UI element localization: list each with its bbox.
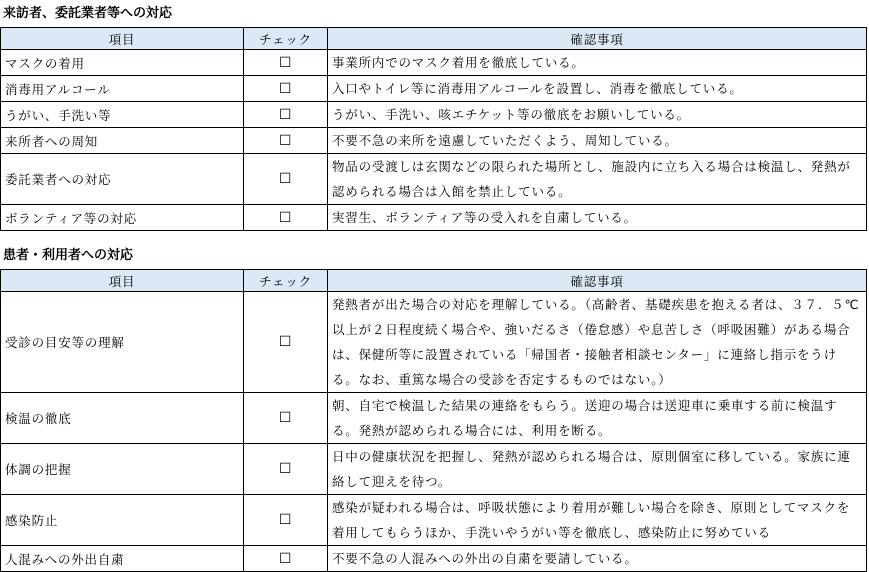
- section-title-patients: 患者・利用者への対応: [3, 248, 134, 263]
- row-checkbox[interactable]: ☐: [244, 128, 328, 154]
- row-checkbox[interactable]: ☐: [244, 292, 328, 393]
- table-row: [1, 495, 867, 546]
- row-description: うがい、手洗い、咳エチケット等の徹底をお願いしている。: [328, 102, 867, 128]
- row-description: 実習生、ボランティア等の受入れを自粛している。: [328, 205, 867, 231]
- row-item-label: 受診の目安等の理解: [1, 292, 244, 393]
- header-check: チェック: [244, 28, 328, 50]
- row-checkbox[interactable]: ☐: [244, 154, 328, 205]
- row-description: 物品の受渡しは玄関などの限られた場所とし、施設内に立ち入る場合は検温し、発熱が認められる場合は入館を禁止している。: [328, 154, 867, 205]
- table-row: [1, 154, 867, 205]
- row-item-label: 検温の徹底: [1, 393, 244, 444]
- row-description: 事業所内でのマスク着用を徹底している。: [328, 50, 867, 76]
- row-item-label: 消毒用アルコール: [1, 76, 244, 102]
- row-description: 朝、自宅で検温した結果の連絡をもらう。送迎の場合は送迎車に乗車する前に検温する。発熱が認められる場合には、利用を断る。: [328, 393, 867, 444]
- row-description: 不要不急の来所を遠慮していただくよう、周知している。: [328, 128, 867, 154]
- table-row: [1, 102, 867, 128]
- row-checkbox[interactable]: ☐: [244, 393, 328, 444]
- row-checkbox[interactable]: ☐: [244, 495, 328, 546]
- header-check: チェック: [244, 270, 328, 292]
- row-description: 不要不急の人混みへの外出の自粛を要請している。: [328, 546, 867, 572]
- header-confirmation: 確認事項: [328, 270, 867, 292]
- row-checkbox[interactable]: ☐: [244, 444, 328, 495]
- visitor-checklist-table: [0, 27, 867, 231]
- row-checkbox[interactable]: ☐: [244, 76, 328, 102]
- table-row: [1, 128, 867, 154]
- row-item-label: 体調の把握: [1, 444, 244, 495]
- row-description: 入口やトイレ等に消毒用アルコールを設置し、消毒を徹底している。: [328, 76, 867, 102]
- row-description: 発熱者が出た場合の対応を理解している。（高齢者、基礎疾患を抱える者は、３７．５℃以上が２日程度続く場合や、強いだるさ（倦怠感）や息苦しさ（呼吸困難）がある場合は、保健所等に設置されている「帰国者・接触者相談センター」に連絡し指示をうける。なお、重篤な場合の受診を否定するものではない。）: [328, 292, 867, 393]
- row-item-label: 来所者への周知: [1, 128, 244, 154]
- row-item-label: 感染防止: [1, 495, 244, 546]
- row-checkbox[interactable]: ☐: [244, 102, 328, 128]
- row-description: 日中の健康状況を把握し、発熱が認められる場合は、原則個室に移している。家族に連絡して迎えを待つ。: [328, 444, 867, 495]
- table-row: [1, 292, 867, 393]
- row-checkbox[interactable]: ☐: [244, 50, 328, 76]
- row-item-label: マスクの着用: [1, 50, 244, 76]
- table-row: [1, 76, 867, 102]
- table-row: [1, 50, 867, 76]
- row-item-label: うがい、手洗い等: [1, 102, 244, 128]
- table-row: [1, 444, 867, 495]
- row-checkbox[interactable]: ☐: [244, 546, 328, 572]
- table-row: [1, 205, 867, 231]
- row-description: 感染が疑われる場合は、呼吸状態により着用が難しい場合を除き、原則としてマスクを着用してもらうほか、手洗いやうがい等を徹底し、感染防止に努めている: [328, 495, 867, 546]
- row-checkbox[interactable]: ☐: [244, 205, 328, 231]
- table-header-row: [1, 270, 867, 292]
- header-item: 項目: [1, 270, 244, 292]
- header-confirmation: 確認事項: [328, 28, 867, 50]
- patient-checklist-table: [0, 269, 867, 572]
- section-title-visitors: 来訪者、委託業者等への対応: [3, 6, 173, 21]
- header-item: 項目: [1, 28, 244, 50]
- table-header-row: [1, 28, 867, 50]
- table-row: [1, 393, 867, 444]
- row-item-label: ボランティア等の対応: [1, 205, 244, 231]
- row-item-label: 委託業者への対応: [1, 154, 244, 205]
- row-item-label: 人混みへの外出自粛: [1, 546, 244, 572]
